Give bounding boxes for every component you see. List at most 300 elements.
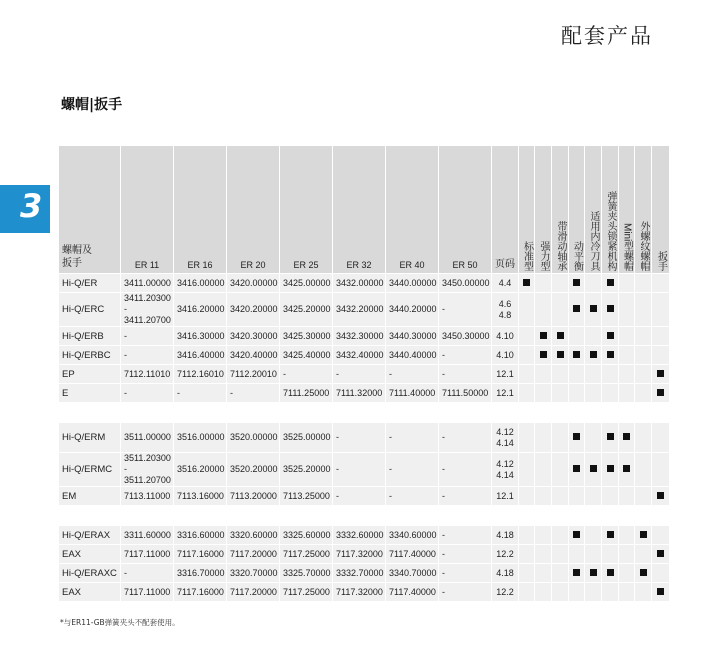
group-spacer: [59, 403, 670, 423]
article-number: 3325.70000: [283, 567, 331, 578]
article-number: -: [442, 464, 445, 474]
page-ref: 4.10: [496, 349, 514, 360]
feature-cell: [569, 526, 585, 545]
feature-cell: [552, 487, 569, 506]
feature-cell: [602, 384, 619, 403]
article-number-cell: [174, 526, 227, 545]
article-number-cell: [333, 453, 386, 487]
feature-header: [652, 146, 670, 274]
feature-cell: [535, 564, 552, 583]
feature-cell: [602, 564, 619, 583]
article-number: 3440.40000: [389, 349, 437, 360]
article-number: 7111.50000: [442, 387, 489, 398]
page-ref-cell: [492, 583, 519, 602]
feature-mark-icon: [607, 351, 614, 358]
page-ref-cell: [492, 346, 519, 365]
article-number: 7117.32000: [336, 548, 383, 559]
article-number-cell: [439, 384, 492, 403]
article-number: 7113.16000: [177, 490, 224, 501]
article-number: 3525.20000: [283, 464, 331, 474]
article-number-cell: [121, 346, 174, 365]
feature-cell: [635, 564, 652, 583]
article-number: 3416.30000: [177, 330, 225, 341]
page-ref: 4.12: [496, 458, 514, 469]
feature-cell: [619, 384, 635, 403]
feature-header: [519, 146, 535, 274]
feature-cell: [569, 487, 585, 506]
article-number: 3511.20300 -: [124, 453, 171, 474]
footnote: *与ER11-GB弹簧夹头不配套使用。: [60, 618, 180, 627]
feature-cell: [652, 453, 670, 487]
article-number-cell: [174, 327, 227, 346]
article-number: -: [336, 432, 339, 442]
article-number-cell: [121, 526, 174, 545]
article-number: 3411.20700: [124, 315, 171, 325]
article-number-cell: [121, 365, 174, 384]
article-number: 7117.32000: [336, 586, 383, 597]
feature-cell: [552, 423, 569, 453]
article-number: 7111.25000: [283, 387, 330, 398]
article-number-cell: [174, 487, 227, 506]
article-number: 3432.40000: [336, 349, 384, 360]
feature-cell: [635, 453, 652, 487]
article-number-cell: [333, 545, 386, 564]
article-number-cell: [386, 274, 439, 293]
page-ref-cell: [492, 423, 519, 453]
feature-cell: [652, 583, 670, 602]
article-number-cell: [333, 346, 386, 365]
chapter-tab: [0, 185, 50, 233]
article-number-cell: [227, 274, 280, 293]
feature-cell: [519, 545, 535, 564]
feature-cell: [552, 274, 569, 293]
model-header: [59, 146, 121, 274]
feature-mark-icon: [573, 279, 580, 286]
article-number-cell: [121, 274, 174, 293]
article-number: -: [389, 490, 392, 501]
feature-cell: [635, 526, 652, 545]
feature-mark-icon: [573, 433, 580, 440]
feature-cell: [602, 487, 619, 506]
article-number: -: [389, 464, 392, 474]
article-number-cell: [439, 583, 492, 602]
article-number: 3450.30000: [442, 330, 490, 341]
article-number-cell: [439, 346, 492, 365]
feature-mark-icon: [557, 351, 564, 358]
page-ref-cell: [492, 327, 519, 346]
article-number: -: [124, 387, 127, 398]
feature-cell: [652, 423, 670, 453]
feature-cell: [602, 423, 619, 453]
article-number: 3332.60000: [336, 529, 384, 540]
article-number-cell: [333, 583, 386, 602]
article-number: -: [442, 567, 445, 578]
group-spacer-cell: [59, 403, 670, 423]
article-number-cell: [174, 346, 227, 365]
model-cell: Hi-Q/ERB: [59, 327, 121, 346]
article-number-cell: [280, 327, 333, 346]
article-number: 3420.20000: [230, 304, 278, 314]
page-heading: 配套产品: [561, 24, 653, 48]
feature-cell: [619, 545, 635, 564]
table-row: [59, 327, 670, 346]
feature-cell: [635, 346, 652, 365]
article-number-cell: [227, 526, 280, 545]
article-number-cell: [439, 564, 492, 583]
article-number-cell: [280, 583, 333, 602]
article-number: 7113.25000: [283, 490, 330, 501]
article-number-cell: [227, 564, 280, 583]
article-number-cell: [386, 384, 439, 403]
article-number: 3332.70000: [336, 567, 384, 578]
feature-cell: [585, 487, 602, 506]
feature-mark-icon: [590, 569, 597, 576]
feature-cell: [619, 327, 635, 346]
feature-header: [569, 146, 585, 274]
article-number: 3325.60000: [283, 529, 331, 540]
table-row: [59, 274, 670, 293]
table-row: [59, 293, 670, 327]
article-number: 3425.00000: [283, 277, 331, 288]
section-title: 螺帽|扳手: [61, 97, 123, 113]
page-ref-cell: [492, 453, 519, 487]
feature-cell: [569, 564, 585, 583]
article-number: -: [336, 464, 339, 474]
model-cell: Hi-Q/ERAX: [59, 526, 121, 545]
article-number-cell: [333, 384, 386, 403]
model-cell: EM: [59, 487, 121, 506]
feature-cell: [535, 423, 552, 453]
article-number-cell: [227, 327, 280, 346]
page-ref-cell: [492, 487, 519, 506]
article-number: 7117.40000: [389, 548, 436, 559]
feature-cell: [635, 293, 652, 327]
feature-cell: [535, 453, 552, 487]
article-number-cell: [439, 274, 492, 293]
feature-mark-icon: [590, 305, 597, 312]
model-cell: Hi-Q/ER: [59, 274, 121, 293]
feature-cell: [585, 423, 602, 453]
page-ref: 4.18: [496, 529, 514, 540]
feature-cell: [602, 346, 619, 365]
page-ref: 4.12: [496, 426, 514, 437]
feature-cell: [569, 346, 585, 365]
feature-cell: [602, 453, 619, 487]
article-number-cell: [439, 453, 492, 487]
article-number-cell: [280, 384, 333, 403]
table-row: [59, 564, 670, 583]
feature-cell: [635, 274, 652, 293]
feature-mark-icon: [657, 389, 664, 396]
article-number: 7117.25000: [283, 586, 330, 597]
article-number-cell: [280, 293, 333, 327]
article-number: -: [389, 432, 392, 442]
size-header: ER 20: [227, 146, 280, 274]
article-number-cell: [386, 545, 439, 564]
article-number: 7112.20010: [230, 368, 277, 379]
page-ref-cell: [492, 293, 519, 327]
article-number: 3511.20700: [124, 475, 171, 485]
feature-header: [535, 146, 552, 274]
model-cell: Hi-Q/ERAXC: [59, 564, 121, 583]
article-number: 3420.00000: [230, 277, 278, 288]
article-number: 7117.25000: [283, 548, 330, 559]
feature-cell: [552, 365, 569, 384]
feature-mark-icon: [657, 370, 664, 377]
page-ref: 4.14: [496, 437, 514, 448]
feature-mark-icon: [623, 465, 630, 472]
feature-mark-icon: [657, 588, 664, 595]
article-number-cell: [227, 453, 280, 487]
feature-cell: [585, 327, 602, 346]
article-number-cell: [174, 545, 227, 564]
article-number: -: [124, 567, 127, 578]
feature-cell: [552, 583, 569, 602]
feature-cell: [602, 583, 619, 602]
feature-cell: [652, 526, 670, 545]
article-number-cell: [333, 293, 386, 327]
article-number-cell: [386, 583, 439, 602]
article-number-cell: [386, 423, 439, 453]
model-cell: E: [59, 384, 121, 403]
feature-cell: [552, 545, 569, 564]
feature-cell: [619, 346, 635, 365]
feature-cell: [619, 583, 635, 602]
feature-mark-icon: [523, 279, 530, 286]
article-number: 3432.20000: [336, 304, 384, 314]
page-ref-cell: [492, 274, 519, 293]
feature-header-label: 强力型: [538, 241, 549, 271]
feature-header: [602, 146, 619, 274]
feature-cell: [569, 453, 585, 487]
feature-cell: [635, 487, 652, 506]
article-number: 7112.11010: [124, 368, 171, 379]
article-number-cell: [280, 346, 333, 365]
page-ref: 4.8: [498, 309, 512, 320]
article-number-cell: [386, 365, 439, 384]
article-number-cell: [174, 583, 227, 602]
article-number-cell: [439, 293, 492, 327]
feature-cell: [519, 346, 535, 365]
product-table: [58, 145, 670, 602]
feature-mark-icon: [657, 550, 664, 557]
model-cell: Hi-Q/ERM: [59, 423, 121, 453]
feature-cell: [602, 545, 619, 564]
feature-cell: [519, 423, 535, 453]
article-number-cell: [227, 583, 280, 602]
group-spacer-cell: [59, 506, 670, 526]
feature-cell: [569, 327, 585, 346]
article-number: 3340.60000: [389, 529, 437, 540]
table-row: [59, 526, 670, 545]
article-number-cell: [121, 453, 174, 487]
feature-cell: [635, 327, 652, 346]
feature-cell: [619, 487, 635, 506]
feature-mark-icon: [623, 433, 630, 440]
article-number-cell: [280, 365, 333, 384]
table-header-row: [59, 146, 670, 274]
feature-mark-icon: [657, 492, 664, 499]
model-cell: Hi-Q/ERMC: [59, 453, 121, 487]
feature-cell: [652, 293, 670, 327]
article-number-cell: [121, 583, 174, 602]
article-number: -: [177, 387, 180, 398]
article-number: 7117.20000: [230, 586, 277, 597]
feature-cell: [652, 564, 670, 583]
article-number-cell: [227, 346, 280, 365]
model-header-line: 螺帽及: [62, 245, 92, 256]
feature-header-label: 带滑动轴承: [555, 221, 566, 271]
article-number-cell: [121, 384, 174, 403]
article-number: 7117.40000: [389, 586, 436, 597]
feature-header: [619, 146, 635, 274]
article-number: -: [442, 490, 445, 501]
size-header: ER 16: [174, 146, 227, 274]
feature-cell: [585, 583, 602, 602]
table-row: [59, 365, 670, 384]
group-spacer: [59, 506, 670, 526]
article-number-cell: [439, 423, 492, 453]
page-ref: 4.6: [498, 298, 512, 309]
article-number-cell: [439, 487, 492, 506]
feature-cell: [652, 545, 670, 564]
article-number-cell: [439, 545, 492, 564]
article-number-cell: [174, 453, 227, 487]
page-ref: 4.18: [496, 567, 514, 578]
feature-cell: [519, 327, 535, 346]
page-ref: 12.2: [496, 548, 514, 559]
article-number: 3425.40000: [283, 349, 331, 360]
article-number: -: [124, 330, 127, 341]
article-number-cell: [280, 564, 333, 583]
feature-cell: [569, 365, 585, 384]
article-number: 7111.40000: [389, 387, 436, 398]
article-number-cell: [121, 564, 174, 583]
article-number: 3311.60000: [124, 529, 171, 540]
article-number: 3440.00000: [389, 277, 437, 288]
feature-mark-icon: [607, 332, 614, 339]
feature-header-label: Mini型螺帽: [621, 222, 633, 271]
feature-cell: [552, 346, 569, 365]
article-number: 3516.20000: [177, 464, 225, 474]
model-header-line: 扳手: [62, 258, 82, 269]
article-number-cell: [227, 384, 280, 403]
article-number: 3320.70000: [230, 567, 278, 578]
feature-cell: [652, 384, 670, 403]
size-header: ER 40: [386, 146, 439, 274]
feature-mark-icon: [640, 569, 647, 576]
article-number: 3450.00000: [442, 277, 490, 288]
page-ref-cell: [492, 526, 519, 545]
feature-cell: [619, 423, 635, 453]
article-number: 7117.20000: [230, 548, 277, 559]
article-number: 7111.32000: [336, 387, 383, 398]
article-number-cell: [227, 487, 280, 506]
feature-cell: [585, 384, 602, 403]
feature-cell: [519, 384, 535, 403]
feature-cell: [519, 564, 535, 583]
feature-mark-icon: [573, 531, 580, 538]
page-ref-cell: [492, 564, 519, 583]
table-row: [59, 453, 670, 487]
page-ref: 12.1: [496, 490, 514, 501]
feature-cell: [602, 293, 619, 327]
feature-cell: [552, 327, 569, 346]
article-number: 3340.70000: [389, 567, 437, 578]
feature-cell: [519, 274, 535, 293]
feature-cell: [535, 365, 552, 384]
page-ref-cell: [492, 365, 519, 384]
article-number: 3316.60000: [177, 529, 225, 540]
article-number-cell: [121, 487, 174, 506]
feature-cell: [652, 346, 670, 365]
model-cell: EP: [59, 365, 121, 384]
article-number-cell: [174, 293, 227, 327]
feature-cell: [619, 526, 635, 545]
feature-cell: [585, 365, 602, 384]
feature-cell: [569, 384, 585, 403]
size-header: ER 50: [439, 146, 492, 274]
article-number: 3316.70000: [177, 567, 225, 578]
article-number: 7113.11000: [124, 490, 171, 501]
feature-cell: [519, 365, 535, 384]
feature-cell: [635, 583, 652, 602]
model-cell: EAX: [59, 545, 121, 564]
feature-mark-icon: [540, 332, 547, 339]
article-number: -: [336, 490, 339, 501]
feature-cell: [535, 487, 552, 506]
feature-mark-icon: [607, 531, 614, 538]
size-header: ER 32: [333, 146, 386, 274]
article-number-cell: [227, 423, 280, 453]
feature-cell: [535, 545, 552, 564]
feature-cell: [585, 526, 602, 545]
article-number-cell: [386, 453, 439, 487]
chapter-number: 3: [20, 187, 43, 225]
table-row: [59, 583, 670, 602]
article-number-cell: [174, 274, 227, 293]
article-number: 7113.20000: [230, 490, 277, 501]
article-number-cell: [280, 487, 333, 506]
article-number: 3416.20000: [177, 304, 225, 314]
feature-cell: [519, 583, 535, 602]
feature-mark-icon: [573, 569, 580, 576]
article-number-cell: [386, 526, 439, 545]
article-number-cell: [280, 274, 333, 293]
feature-mark-icon: [573, 305, 580, 312]
feature-cell: [619, 564, 635, 583]
feature-cell: [569, 423, 585, 453]
feature-cell: [519, 526, 535, 545]
feature-cell: [619, 365, 635, 384]
feature-header: [585, 146, 602, 274]
feature-cell: [619, 453, 635, 487]
article-number-cell: [121, 327, 174, 346]
feature-cell: [602, 365, 619, 384]
page-ref: 12.1: [496, 368, 514, 379]
size-header: ER 11: [121, 146, 174, 274]
article-number-cell: [333, 274, 386, 293]
feature-cell: [535, 274, 552, 293]
model-cell: Hi-Q/ERC: [59, 293, 121, 327]
feature-cell: [652, 327, 670, 346]
feature-header-label: 扳手: [655, 251, 667, 271]
article-number-cell: [280, 453, 333, 487]
feature-cell: [652, 365, 670, 384]
feature-mark-icon: [557, 332, 564, 339]
feature-cell: [585, 564, 602, 583]
feature-cell: [635, 545, 652, 564]
